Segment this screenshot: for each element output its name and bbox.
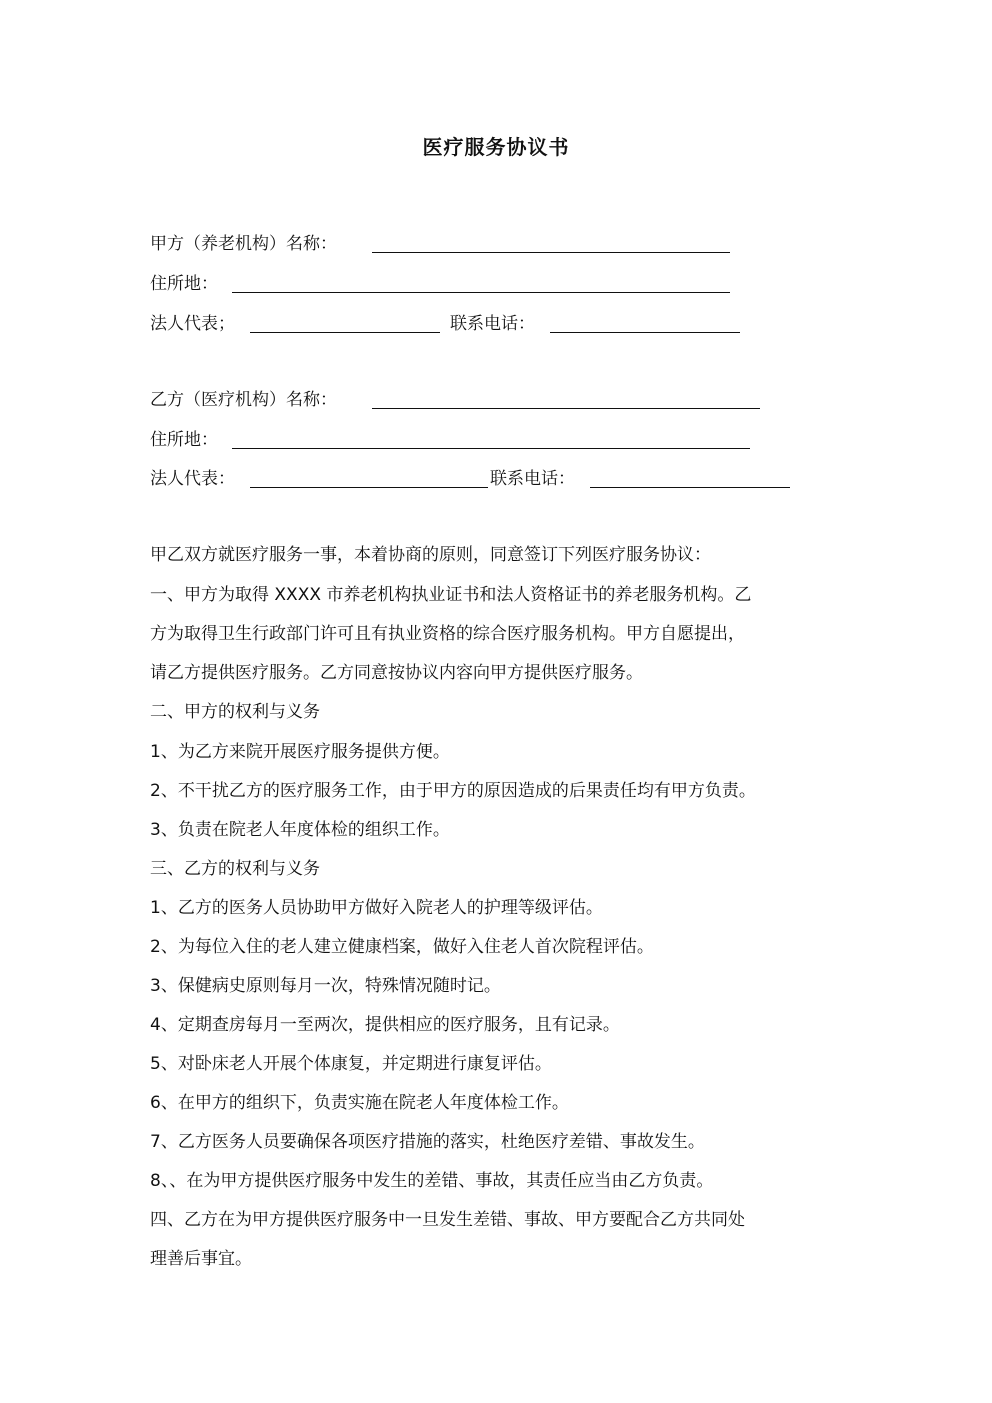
party-b-contact-row (150, 466, 810, 492)
list-item: 3、负责在院老人年度体检的组织工作。 (150, 820, 450, 840)
list-item: 1、为乙方来院开展医疗服务提供方便。 (150, 742, 450, 762)
party-b-phone-blank[interactable] (590, 487, 790, 488)
section-heading: 三、乙方的权利与义务 (150, 859, 320, 879)
party-b-legal-rep-blank[interactable] (250, 487, 488, 488)
party-a-phone-label: 联系电话： (450, 314, 535, 334)
party-a-name-blank[interactable] (372, 252, 730, 253)
party-a-address-row (150, 271, 750, 297)
list-item: 7、乙方医务人员要确保各项医疗措施的落实，杜绝医疗差错、事故发生。 (150, 1132, 705, 1152)
party-a-name-label: 甲方（养老机构）名称： (150, 234, 337, 254)
list-item: 2、为每位入住的老人建立健康档案，做好入住老人首次院程评估。 (150, 937, 654, 957)
list-item: 4、定期查房每月一至两次，提供相应的医疗服务，且有记录。 (150, 1015, 620, 1035)
party-b-legal-rep-label: 法人代表： (150, 469, 235, 489)
party-a-legal-rep-label: 法人代表； (150, 314, 235, 334)
section-heading: 四、乙方在为甲方提供医疗服务中一旦发生差错、事故、甲方要配合乙方共同处 (150, 1210, 745, 1230)
body-line: 一、甲方为取得 XXXX 市养老机构执业证书和法人资格证书的养老服务机构。乙 (150, 585, 752, 605)
list-item: 2、不干扰乙方的医疗服务工作，由于甲方的原因造成的后果责任均有甲方负责。 (150, 781, 756, 801)
list-item: 8、、在为甲方提供医疗服务中发生的差错、事故，其责任应当由乙方负责。 (150, 1171, 714, 1191)
body-line: 请乙方提供医疗服务。乙方同意按协议内容向甲方提供医疗服务。 (150, 663, 643, 683)
party-a-name-row (150, 231, 750, 257)
party-b-address-blank[interactable] (232, 448, 750, 449)
party-a-address-label: 住所地： (150, 274, 218, 294)
party-a-phone-blank[interactable] (550, 332, 740, 333)
body-line: 理善后事宜。 (150, 1249, 252, 1269)
party-b-name-label: 乙方（医疗机构）名称： (150, 390, 337, 410)
list-item: 5、对卧床老人开展个体康复，并定期进行康复评估。 (150, 1054, 552, 1074)
party-a-legal-rep-blank[interactable] (250, 332, 440, 333)
party-b-name-row (150, 387, 790, 413)
party-b-name-blank[interactable] (372, 408, 760, 409)
list-item: 1、乙方的医务人员协助甲方做好入院老人的护理等级评估。 (150, 898, 603, 918)
party-b-address-row (150, 427, 790, 453)
party-b-address-label: 住所地： (150, 430, 218, 450)
body-line: 甲乙双方就医疗服务一事，本着协商的原则，同意签订下列医疗服务协议： (150, 545, 711, 565)
list-item: 3、保健病史原则每月一次，特殊情况随时记。 (150, 976, 501, 996)
party-a-contact-row (150, 311, 750, 337)
body-line: 方为取得卫生行政部门许可且有执业资格的综合医疗服务机构。甲方自愿提出， (150, 624, 745, 644)
party-a-address-blank[interactable] (232, 292, 730, 293)
section-heading: 二、甲方的权利与义务 (150, 702, 320, 722)
document-title: 医疗服务协议书 (422, 135, 570, 159)
list-item: 6、在甲方的组织下，负责实施在院老人年度体检工作。 (150, 1093, 569, 1113)
party-b-phone-label: 联系电话： (490, 469, 575, 489)
